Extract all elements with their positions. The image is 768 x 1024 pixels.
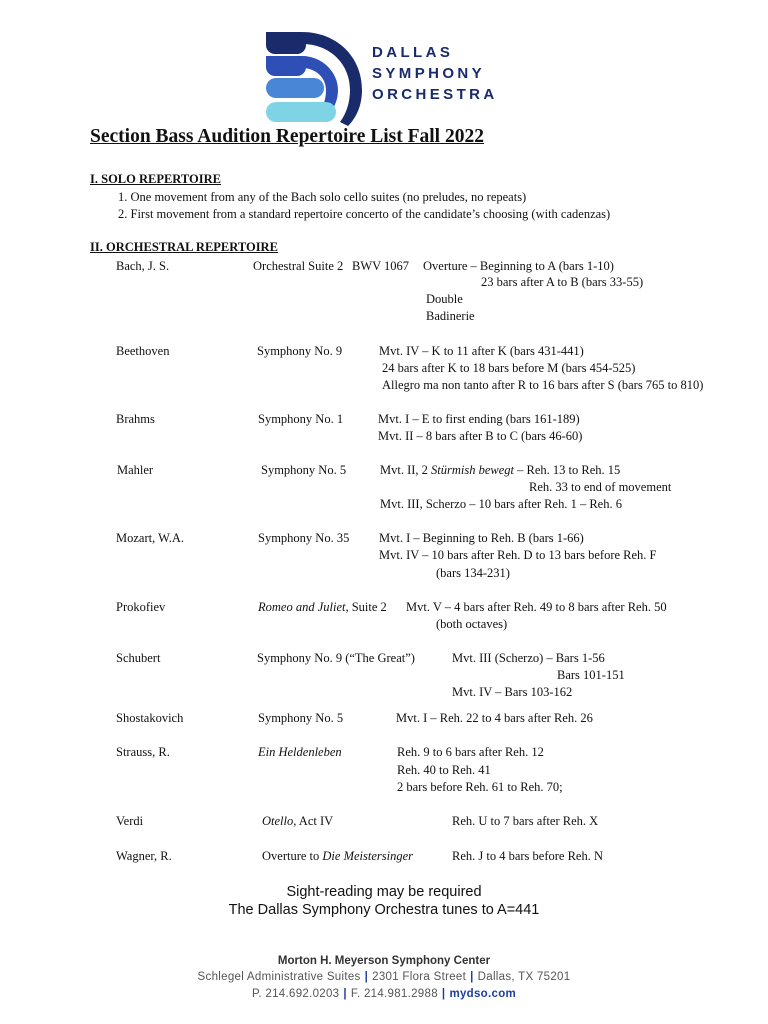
composer-bach: Bach, J. S. [116, 259, 170, 273]
excerpt-strauss-3: 2 bars before Reh. 61 to Reh. 70; [397, 780, 563, 794]
excerpt-bach-3: Double [426, 292, 463, 306]
work-mozart: Symphony No. 35 [258, 531, 350, 545]
composer-strauss: Strauss, R. [116, 745, 170, 759]
footer-phone: P. 214.692.0203 [251, 988, 340, 1000]
footer-street: 2301 Flora Street [372, 971, 467, 983]
composer-wagner: Wagner, R. [116, 849, 172, 863]
footer-separator: | [470, 971, 474, 983]
excerpt-strauss-2: Reh. 40 to Reh. 41 [397, 763, 491, 777]
footer-separator: | [364, 971, 369, 983]
composer-schubert: Schubert [116, 651, 161, 665]
work-prokofiev-suite: , Suite 2 [345, 600, 387, 614]
excerpt-mozart-3: (bars 134-231) [436, 566, 510, 580]
excerpt-schubert-3: Mvt. IV – Bars 103-162 [452, 685, 573, 699]
work-mahler: Symphony No. 5 [261, 463, 347, 477]
excerpt-wagner-1: Reh. J to 4 bars before Reh. N [452, 849, 604, 863]
excerpt-bach-2: 23 bars after A to B (bars 33-55) [481, 275, 644, 289]
footer-website-link[interactable]: mydso.com [449, 988, 517, 1000]
excerpt-beethoven-2: 24 bars after K to 18 bars before M (bars 454-525) [382, 361, 636, 375]
excerpt-mozart-2: Mvt. IV – 10 bars after Reh. D to 13 bars before Reh. F [379, 548, 657, 562]
footer-address [0, 971, 768, 983]
excerpt-mahler-1 [380, 463, 620, 478]
footer-contact [0, 988, 768, 1000]
footer-fax: F. 214.981.2988 [350, 988, 438, 1000]
work-bach: Orchestral Suite 2 [253, 259, 344, 273]
excerpt-beethoven-1: Mvt. IV – K to 11 after K (bars 431-441) [379, 344, 584, 358]
solo-heading: I. SOLO REPERTOIRE [90, 172, 221, 186]
brand-name-line2: SYMPHONY [372, 65, 486, 82]
excerpt-mahler-1-tempo: Stürmish bewegt [431, 463, 515, 477]
work-strauss [258, 745, 342, 760]
excerpt-prokofiev-1: Mvt. V – 4 bars after Reh. 49 to 8 bars after Reh. 50 [406, 600, 667, 614]
work-verdi-title: Otello [262, 814, 294, 828]
footer-city: Dallas, TX 75201 [477, 971, 571, 983]
composer-shostakovich: Shostakovich [116, 711, 184, 725]
footer-separator: | [343, 988, 347, 1000]
composer-prokofiev: Prokofiev [116, 600, 166, 614]
excerpt-mahler-1-pre: Mvt. II, 2 [380, 463, 432, 477]
excerpt-schubert-1: Mvt. III (Scherzo) – Bars 1-56 [452, 651, 605, 665]
footer-separator: | [441, 988, 446, 1000]
brand-name-line1: DALLAS [372, 44, 454, 61]
work-prokofiev-title: Romeo and Juliet [258, 600, 346, 614]
excerpt-shostakovich-1: Mvt. I – Reh. 22 to 4 bars after Reh. 26 [396, 711, 593, 725]
work-wagner [262, 849, 413, 864]
excerpt-verdi-1: Reh. U to 7 bars after Reh. X [452, 814, 599, 828]
solo-item-1: 1. One movement from any of the Bach solo cello suites (no preludes, no repeats) [118, 190, 527, 204]
solo-item-2: 2. First movement from a standard repertoire concerto of the candidate’s choosing (with cadenzas) [118, 207, 611, 221]
excerpt-mahler-3: Mvt. III, Scherzo – 10 bars after Reh. 1 – Reh. 6 [380, 497, 622, 511]
excerpt-schubert-2: Bars 101-151 [557, 668, 625, 682]
composer-mozart: Mozart, W.A. [116, 531, 185, 545]
composer-mahler: Mahler [117, 463, 154, 477]
excerpt-brahms-1: Mvt. I – E to first ending (bars 161-189) [378, 412, 580, 426]
brand-name-line3: ORCHESTRA [372, 86, 498, 103]
composer-verdi: Verdi [116, 814, 144, 828]
work-strauss-title: Ein Heldenleben [258, 745, 342, 759]
work-shostakovich: Symphony No. 5 [258, 711, 344, 725]
excerpt-mahler-1-post: – Reh. 13 to Reh. 15 [514, 463, 621, 477]
work-brahms: Symphony No. 1 [258, 412, 344, 426]
work-wagner-title: Die Meistersinger [322, 849, 414, 863]
dso-logo-mark [262, 26, 364, 133]
work-verdi [262, 814, 333, 829]
excerpt-bach-4: Badinerie [426, 309, 475, 323]
excerpt-bach-1: Overture – Beginning to A (bars 1-10) [423, 259, 614, 273]
work-beethoven: Symphony No. 9 [257, 344, 343, 358]
tuning-note: The Dallas Symphony Orchestra tunes to A=441 [228, 902, 540, 918]
footer-venue: Morton H. Meyerson Symphony Center [277, 955, 491, 967]
document-title: Section Bass Audition Repertoire List Fall 2022 [90, 126, 484, 147]
sight-reading-note: Sight-reading may be required [286, 884, 482, 900]
excerpt-brahms-2: Mvt. II – 8 bars after B to C (bars 46-60) [378, 429, 583, 443]
excerpt-mozart-1: Mvt. I – Beginning to Reh. B (bars 1-66) [379, 531, 584, 545]
catalog-bach: BWV 1067 [352, 259, 410, 273]
composer-brahms: Brahms [116, 412, 155, 426]
work-prokofiev [258, 600, 387, 615]
orchestral-heading: II. ORCHESTRAL REPERTOIRE [90, 240, 278, 254]
work-schubert: Symphony No. 9 (“The Great”) [257, 651, 415, 665]
excerpt-mahler-2: Reh. 33 to end of movement [529, 480, 672, 494]
excerpt-prokofiev-2: (both octaves) [436, 617, 508, 631]
work-wagner-pre: Overture to [262, 849, 323, 863]
excerpt-beethoven-3: Allegro ma non tanto after R to 16 bars after S (bars 765 to 810) [382, 378, 704, 392]
excerpt-strauss-1: Reh. 9 to 6 bars after Reh. 12 [397, 745, 544, 759]
composer-beethoven: Beethoven [116, 344, 170, 358]
work-verdi-act: , Act IV [293, 814, 334, 828]
footer-suites: Schlegel Administrative Suites [197, 971, 361, 983]
